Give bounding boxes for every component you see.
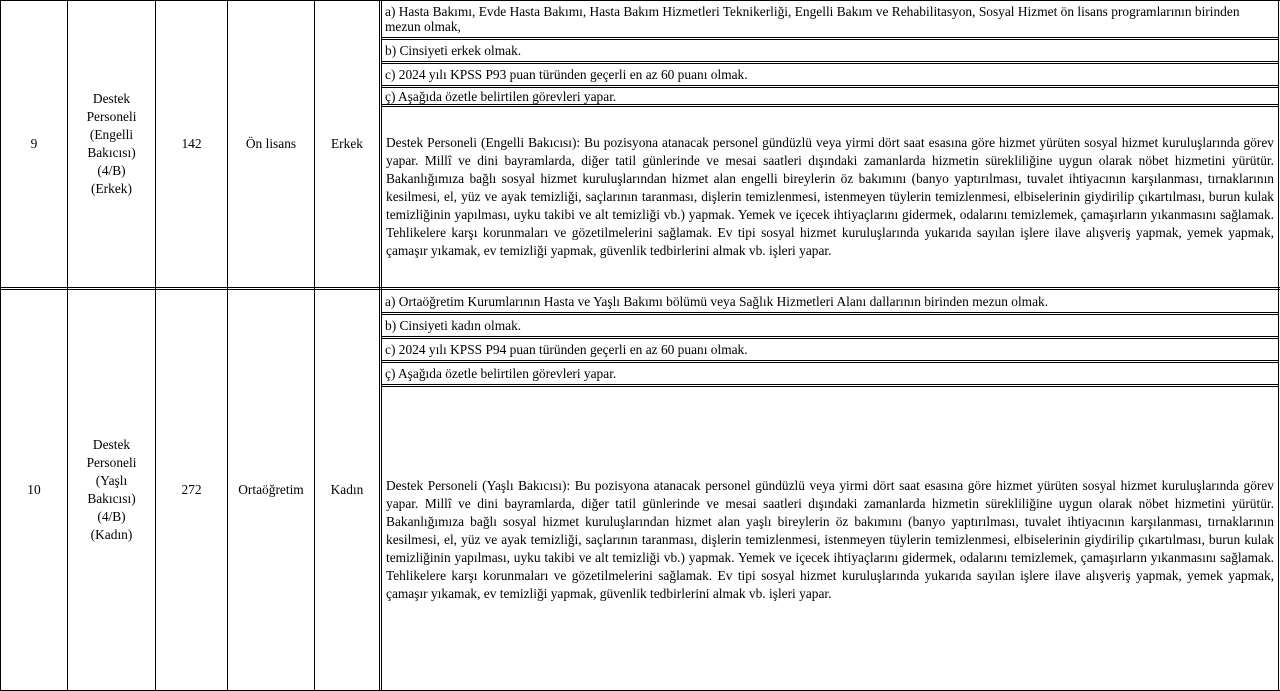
row-number: 9: [30, 136, 38, 152]
requirement-a: a) Hasta Bakımı, Evde Hasta Bakımı, Hasta Bakım Hizmetleri Teknikerliği, Engelli Bakım ve Rehabilitasyon, Sosyal Hizmet ön lisans programlarının birinden mezun olmak,: [385, 4, 1240, 34]
row-number: 10: [27, 482, 41, 498]
position-name-line: Destek: [92, 437, 131, 452]
grid-line: [381, 336, 1279, 337]
requirement-d: ç) Aşağıda özetle belirtilen görevleri yapar.: [385, 88, 617, 104]
position-name-line: Bakıcısı): [87, 145, 136, 160]
gender: Erkek: [331, 136, 363, 152]
education-level: Ön lisans: [245, 136, 297, 152]
position-name-line: (Yaşlı: [95, 473, 128, 488]
requirement-c: c) 2024 yılı KPSS P94 puan türünden geçerli en az 60 puanı olmak.: [385, 342, 748, 357]
job-description: [382, 107, 1278, 287]
grid-line: [381, 85, 1279, 86]
grid-line: [0, 287, 1280, 288]
position-name-line: Personeli: [86, 109, 137, 124]
position-name: [68, 1, 155, 287]
position-name-line: (Erkek): [91, 181, 132, 196]
gender: Kadın: [330, 482, 364, 498]
grid-line: [381, 37, 1279, 38]
quota: 272: [181, 482, 202, 498]
requirement-a: a) Ortaöğretim Kurumlarının Hasta ve Yaşlı Bakımı bölümü veya Sağlık Hizmetleri Alanı dallarının birinden mezun olmak.: [385, 293, 1049, 309]
grid-line: [381, 104, 1279, 105]
job-description-text: Destek Personeli (Engelli Bakıcısı): Bu pozisyona atanacak personel gündüzlü veya yirmi dört saat esasına göre hizmet yürüten sosyal hizmet kuruluşlarında görev yapar. Millî ve dini bayramlarda, diğer tatil günlerinde ve mesai saatleri dışındaki zamanlarda hizmetin sürekliliğine uygun olarak nöbet hizmetini yürütür. Bakanlığımıza bağlı sosyal hizmet kuruluşlarından hizmet alan engelli bireylerin öz bakımını (banyo yaptırılması, tuvalet ihtiyacının karşılanması, tırnaklarının kesilmesi, el, yüz ve ayak temizliği, saçlarının taranması, dişlerin temizlenmesi, istenmeyen tüylerin temizlenmesi, elbiselerinin giydirilip çıkartılması, burun kulak temizliğinin yapılması, uyku takibi ve alt temizliği vb.) yapmak. Yemek ve içecek ihtiyaçlarını gidermek, odalarını temizlemek, çamaşırların yıkanmasını sağlamak. Tehlikelere karşı korunmaları ve gözetilmelerini sağlamak. Ev tipi sosyal hizmet kuruluşlarında yukarıda sayılan işlere ilave alışveriş yapmak, yemek yapmak, çamaşır yıkamak, ev temizliği yapmak, güvenlik tedbirlerini almak vb. işleri yapar.: [386, 135, 1274, 258]
position-name-line: Bakıcısı): [87, 491, 136, 506]
position-name-line: (4/B): [97, 163, 126, 178]
education-level: Ortaöğretim: [238, 482, 304, 498]
position-name-line: Destek: [92, 91, 131, 106]
position-name-line: (Engelli: [89, 127, 134, 142]
grid-line: [379, 0, 380, 691]
position-name-line: Personeli: [86, 455, 137, 470]
position-name-line: (4/B): [97, 509, 126, 524]
quota: 142: [181, 136, 202, 152]
grid-line: [381, 312, 1279, 313]
job-description-text: Destek Personeli (Yaşlı Bakıcısı): Bu pozisyona atanacak personel gündüzlü veya yirmi dört saat esasına göre hizmet yürüten sosyal hizmet kuruluşlarında görev yapar. Millî ve dini bayramlarda, diğer tatil günlerinde ve mesai saatleri dışındaki zamanlarda hizmetin sürekliliğine uygun olarak nöbet hizmetini yürütür. Bakanlığımıza bağlı sosyal hizmet kuruluşlarından hizmet alan yaşlı bireylerin öz bakımını (banyo yaptırılması, tuvalet ihtiyacının karşılanması, tırnaklarının kesilmesi, el, yüz ve ayak temizliği, saçlarının taranması, dişlerin temizlenmesi, istenmeyen tüylerin temizlenmesi, elbiselerinin giydirilip çıkartılması, burun kulak temizliğinin yapılması, uyku takibi ve alt temizliği vb.) yapmak. Yemek ve içecek ihtiyaçlarını gidermek, odalarını temizlemek, çamaşırların yıkanmasını sağlamak. Tehlikelere karşı korunmaları ve gözetilmelerini sağlamak. Ev tipi sosyal hizmet kuruluşlarında yukarıda sayılan işlere ilave alışveriş yapmak, yemek yapmak, çamaşır yıkamak, ev temizliği yapmak, güvenlik tedbirlerini almak vb. işleri yapar.: [386, 478, 1274, 601]
requirement-c: c) 2024 yılı KPSS P93 puan türünden geçerli en az 60 puanı olmak.: [385, 67, 748, 82]
grid-line: [381, 384, 1279, 385]
job-description: [382, 460, 1278, 620]
position-name: [68, 290, 155, 690]
requirement-b: b) Cinsiyeti erkek olmak.: [385, 43, 522, 58]
grid-line: [381, 61, 1279, 62]
position-name-line: (Kadın): [90, 527, 133, 542]
requirement-b: b) Cinsiyeti kadın olmak.: [385, 318, 522, 333]
grid-line: [381, 360, 1279, 361]
requirement-d: ç) Aşağıda özetle belirtilen görevleri yapar.: [385, 366, 617, 381]
grid-line: [381, 386, 1279, 387]
